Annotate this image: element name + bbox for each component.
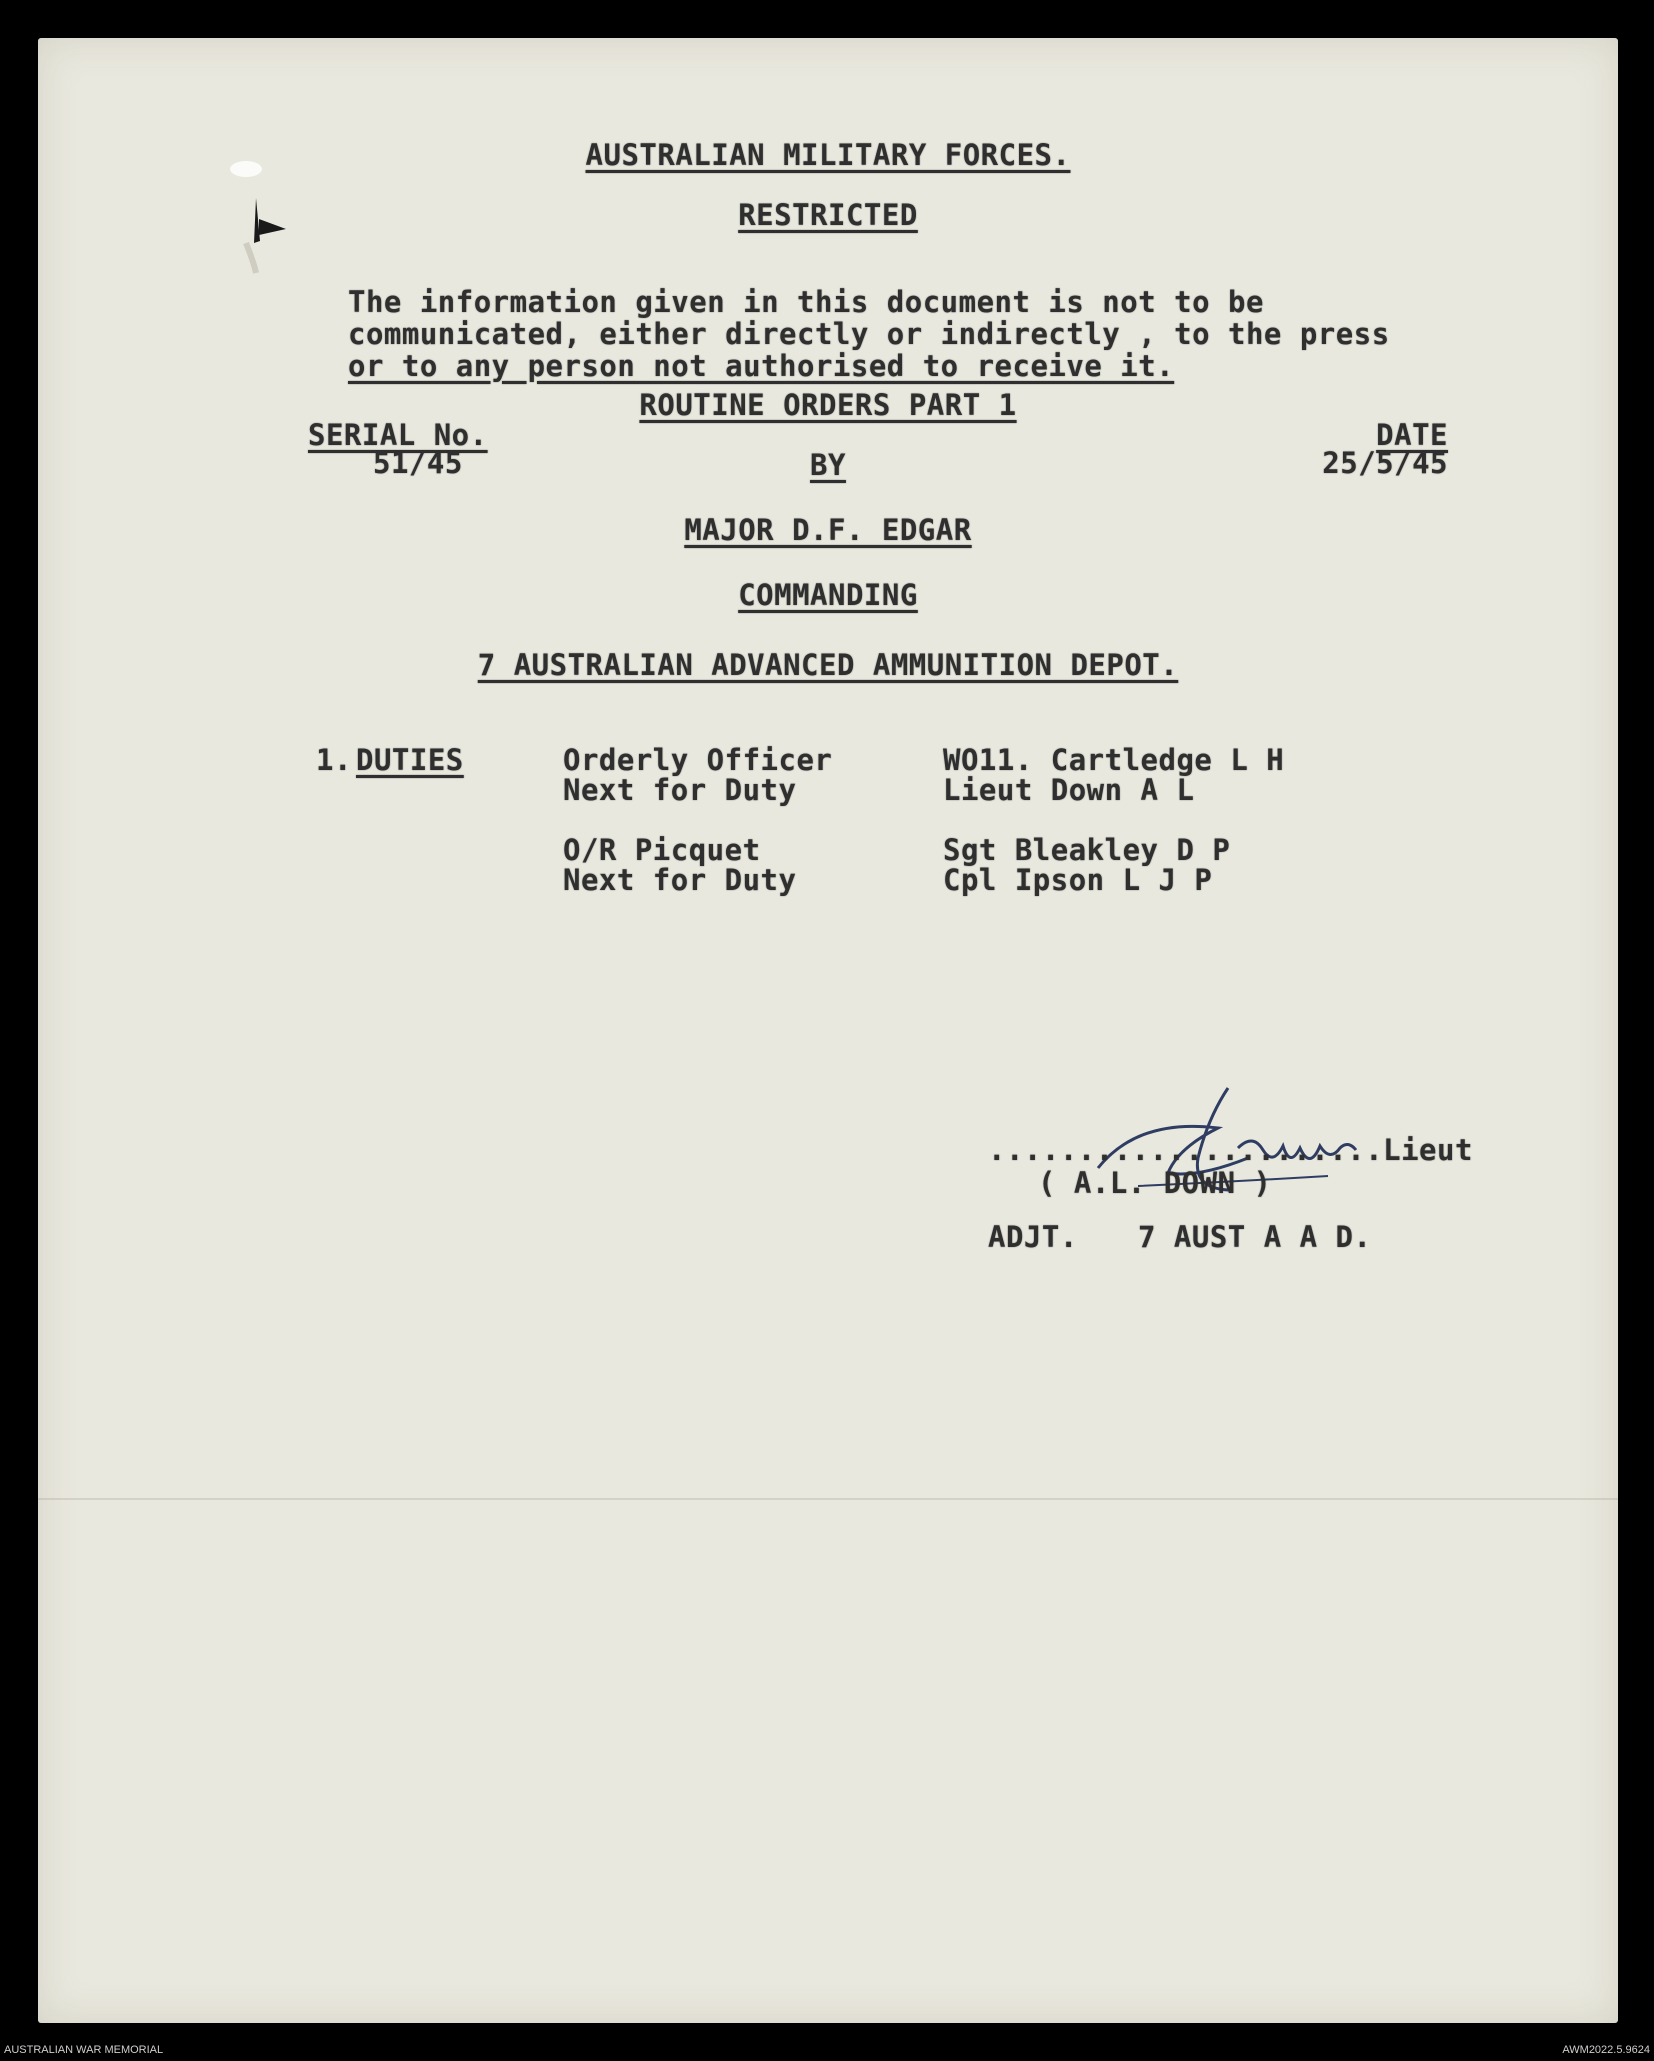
serial-label: SERIAL No. xyxy=(308,418,488,452)
document-heading: AUSTRALIAN MILITARY FORCES. xyxy=(585,138,1071,172)
footer-credit: AUSTRALIAN WAR MEMORIAL xyxy=(4,2044,164,2056)
duty-name: WO11. Cartledge L H xyxy=(943,743,1285,777)
duty-role: Next for Duty xyxy=(563,863,797,897)
order-title: ROUTINE ORDERS PART 1 xyxy=(639,388,1017,422)
footer-accession-number: AWM2022.5.9624 xyxy=(1562,2044,1650,2056)
restriction-notice xyxy=(348,286,1468,382)
adjutant-unit: 7 AUST A A D. xyxy=(1138,1220,1372,1254)
classification-label: RESTRICTED xyxy=(738,198,918,232)
notice-line-1: The information given in this document is not to be xyxy=(348,285,1264,319)
role-label: COMMANDING xyxy=(738,578,918,612)
by-label: BY xyxy=(810,448,846,482)
date-label: DATE xyxy=(1376,418,1448,452)
section-title: DUTIES xyxy=(356,743,464,777)
date-value: 25/5/45 xyxy=(1322,446,1448,480)
duty-role: O/R Picquet xyxy=(563,833,761,867)
signatory-name: ( A.L. DOWN ) xyxy=(1038,1166,1272,1200)
duty-name: Sgt Bleakley D P xyxy=(943,833,1231,867)
commanding-officer: MAJOR D.F. EDGAR xyxy=(684,513,972,547)
duty-role: Next for Duty xyxy=(563,773,797,807)
adjutant-label: ADJT. xyxy=(988,1220,1078,1254)
notice-line-2: communicated, either directly or indirectly , to the press xyxy=(348,317,1390,351)
unit-name: 7 AUSTRALIAN ADVANCED AMMUNITION DEPOT. xyxy=(477,648,1179,682)
paper-fold-crease xyxy=(38,1498,1618,1500)
document-page xyxy=(38,38,1618,2023)
section-number: 1. xyxy=(316,743,352,777)
duty-name: Cpl Ipson L J P xyxy=(943,863,1213,897)
serial-value: 51/45 xyxy=(373,446,463,480)
duty-name: Lieut Down A L xyxy=(943,773,1195,807)
duty-role: Orderly Officer xyxy=(563,743,833,777)
notice-line-3: or to any person not authorised to receive it. xyxy=(348,349,1175,383)
signature-line: ......................Lieut xyxy=(988,1133,1473,1167)
